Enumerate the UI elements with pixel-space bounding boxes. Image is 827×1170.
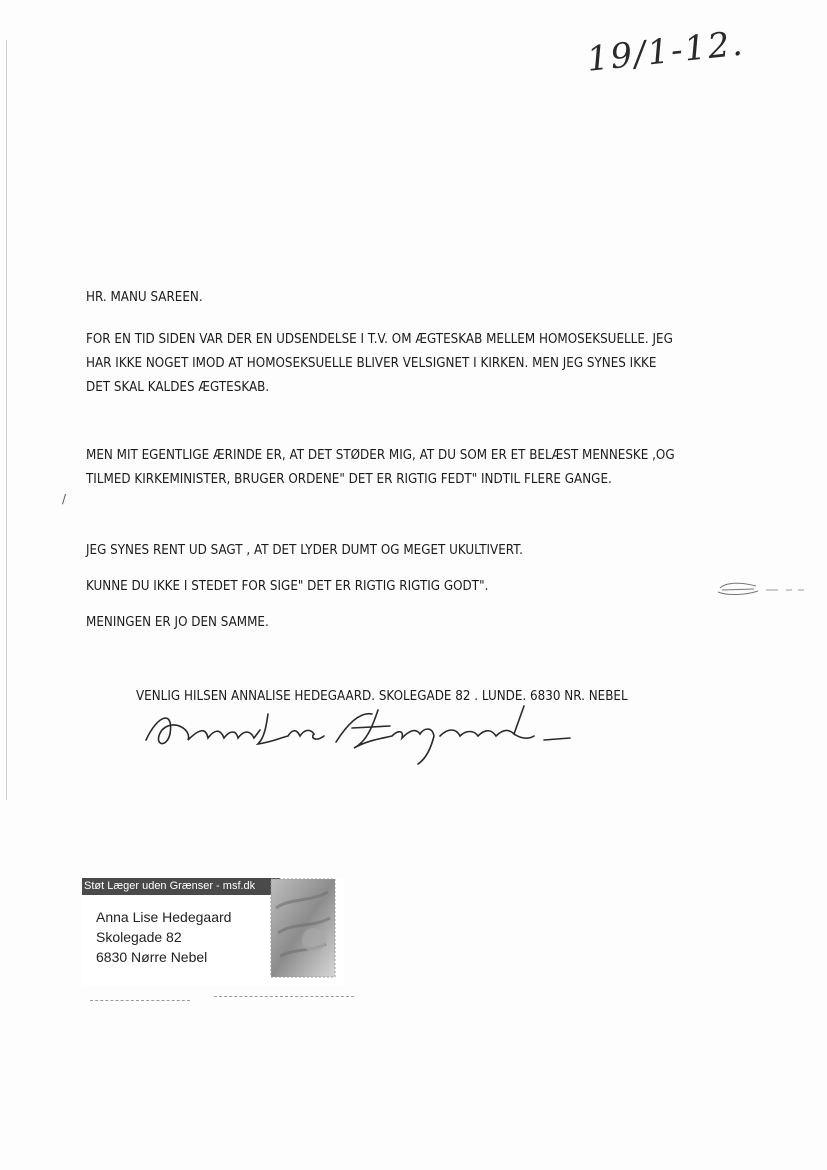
label-city: 6830 Nørre Nebel — [96, 949, 208, 965]
paragraph-1-line-3: DET SKAL KALDES ÆGTESKAB. — [86, 380, 270, 395]
handwritten-signature — [140, 700, 580, 770]
paragraph-2-line-1: MEN MIT EGENTLIGE ÆRINDE ER, AT DET STØDER MIG, AT DU SOM ER ET BELÆST MENNESKE ,OG — [86, 448, 675, 463]
label-name: Anna Lise Hedegaard — [96, 909, 232, 925]
salutation: HR. MANU SAREEN. — [86, 290, 203, 305]
paragraph-4: KUNNE DU IKKE I STEDET FOR SIGE" DET ER RIGTIG RIGTIG GODT". — [86, 579, 489, 594]
label-street: Skolegade 82 — [96, 929, 182, 945]
closing-line: VENLIG HILSEN ANNALISE HEDEGAARD. SKOLEGADE 82 . LUNDE. 6830 NR. NEBEL — [136, 689, 628, 704]
paragraph-1-line-1: FOR EN TID SIDEN VAR DER EN UDSENDELSE I T.V. OM ÆGTESKAB MELLEM HOMOSEKSUELLE. JEG — [86, 332, 673, 347]
postage-stamp — [270, 878, 336, 978]
charity-banner: Støt Læger uden Grænser - msf.dk — [82, 878, 280, 895]
stray-pen-mark: / — [62, 492, 67, 506]
paragraph-3: JEG SYNES RENT UD SAGT , AT DET LYDER DUMT OG MEGET UKULTIVERT. — [86, 543, 523, 558]
cut-line-left — [90, 1000, 190, 1002]
handwritten-date: 19/1-12. — [585, 23, 747, 80]
scan-edge-line — [6, 40, 7, 800]
paragraph-1-line-2: HAR IKKE NOGET IMOD AT HOMOSEKSUELLE BLIVER VELSIGNET I KIRKEN. MEN JEG SYNES IKKE — [86, 356, 657, 371]
paragraph-5: MENINGEN ER JO DEN SAMME. — [86, 615, 269, 630]
margin-scribble — [712, 580, 812, 600]
paragraph-2-line-2: TILMED KIRKEMINISTER, BRUGER ORDENE" DET ER RIGTIG FEDT" INDTIL FLERE GANGE. — [86, 472, 612, 487]
cut-line-right — [214, 996, 354, 998]
